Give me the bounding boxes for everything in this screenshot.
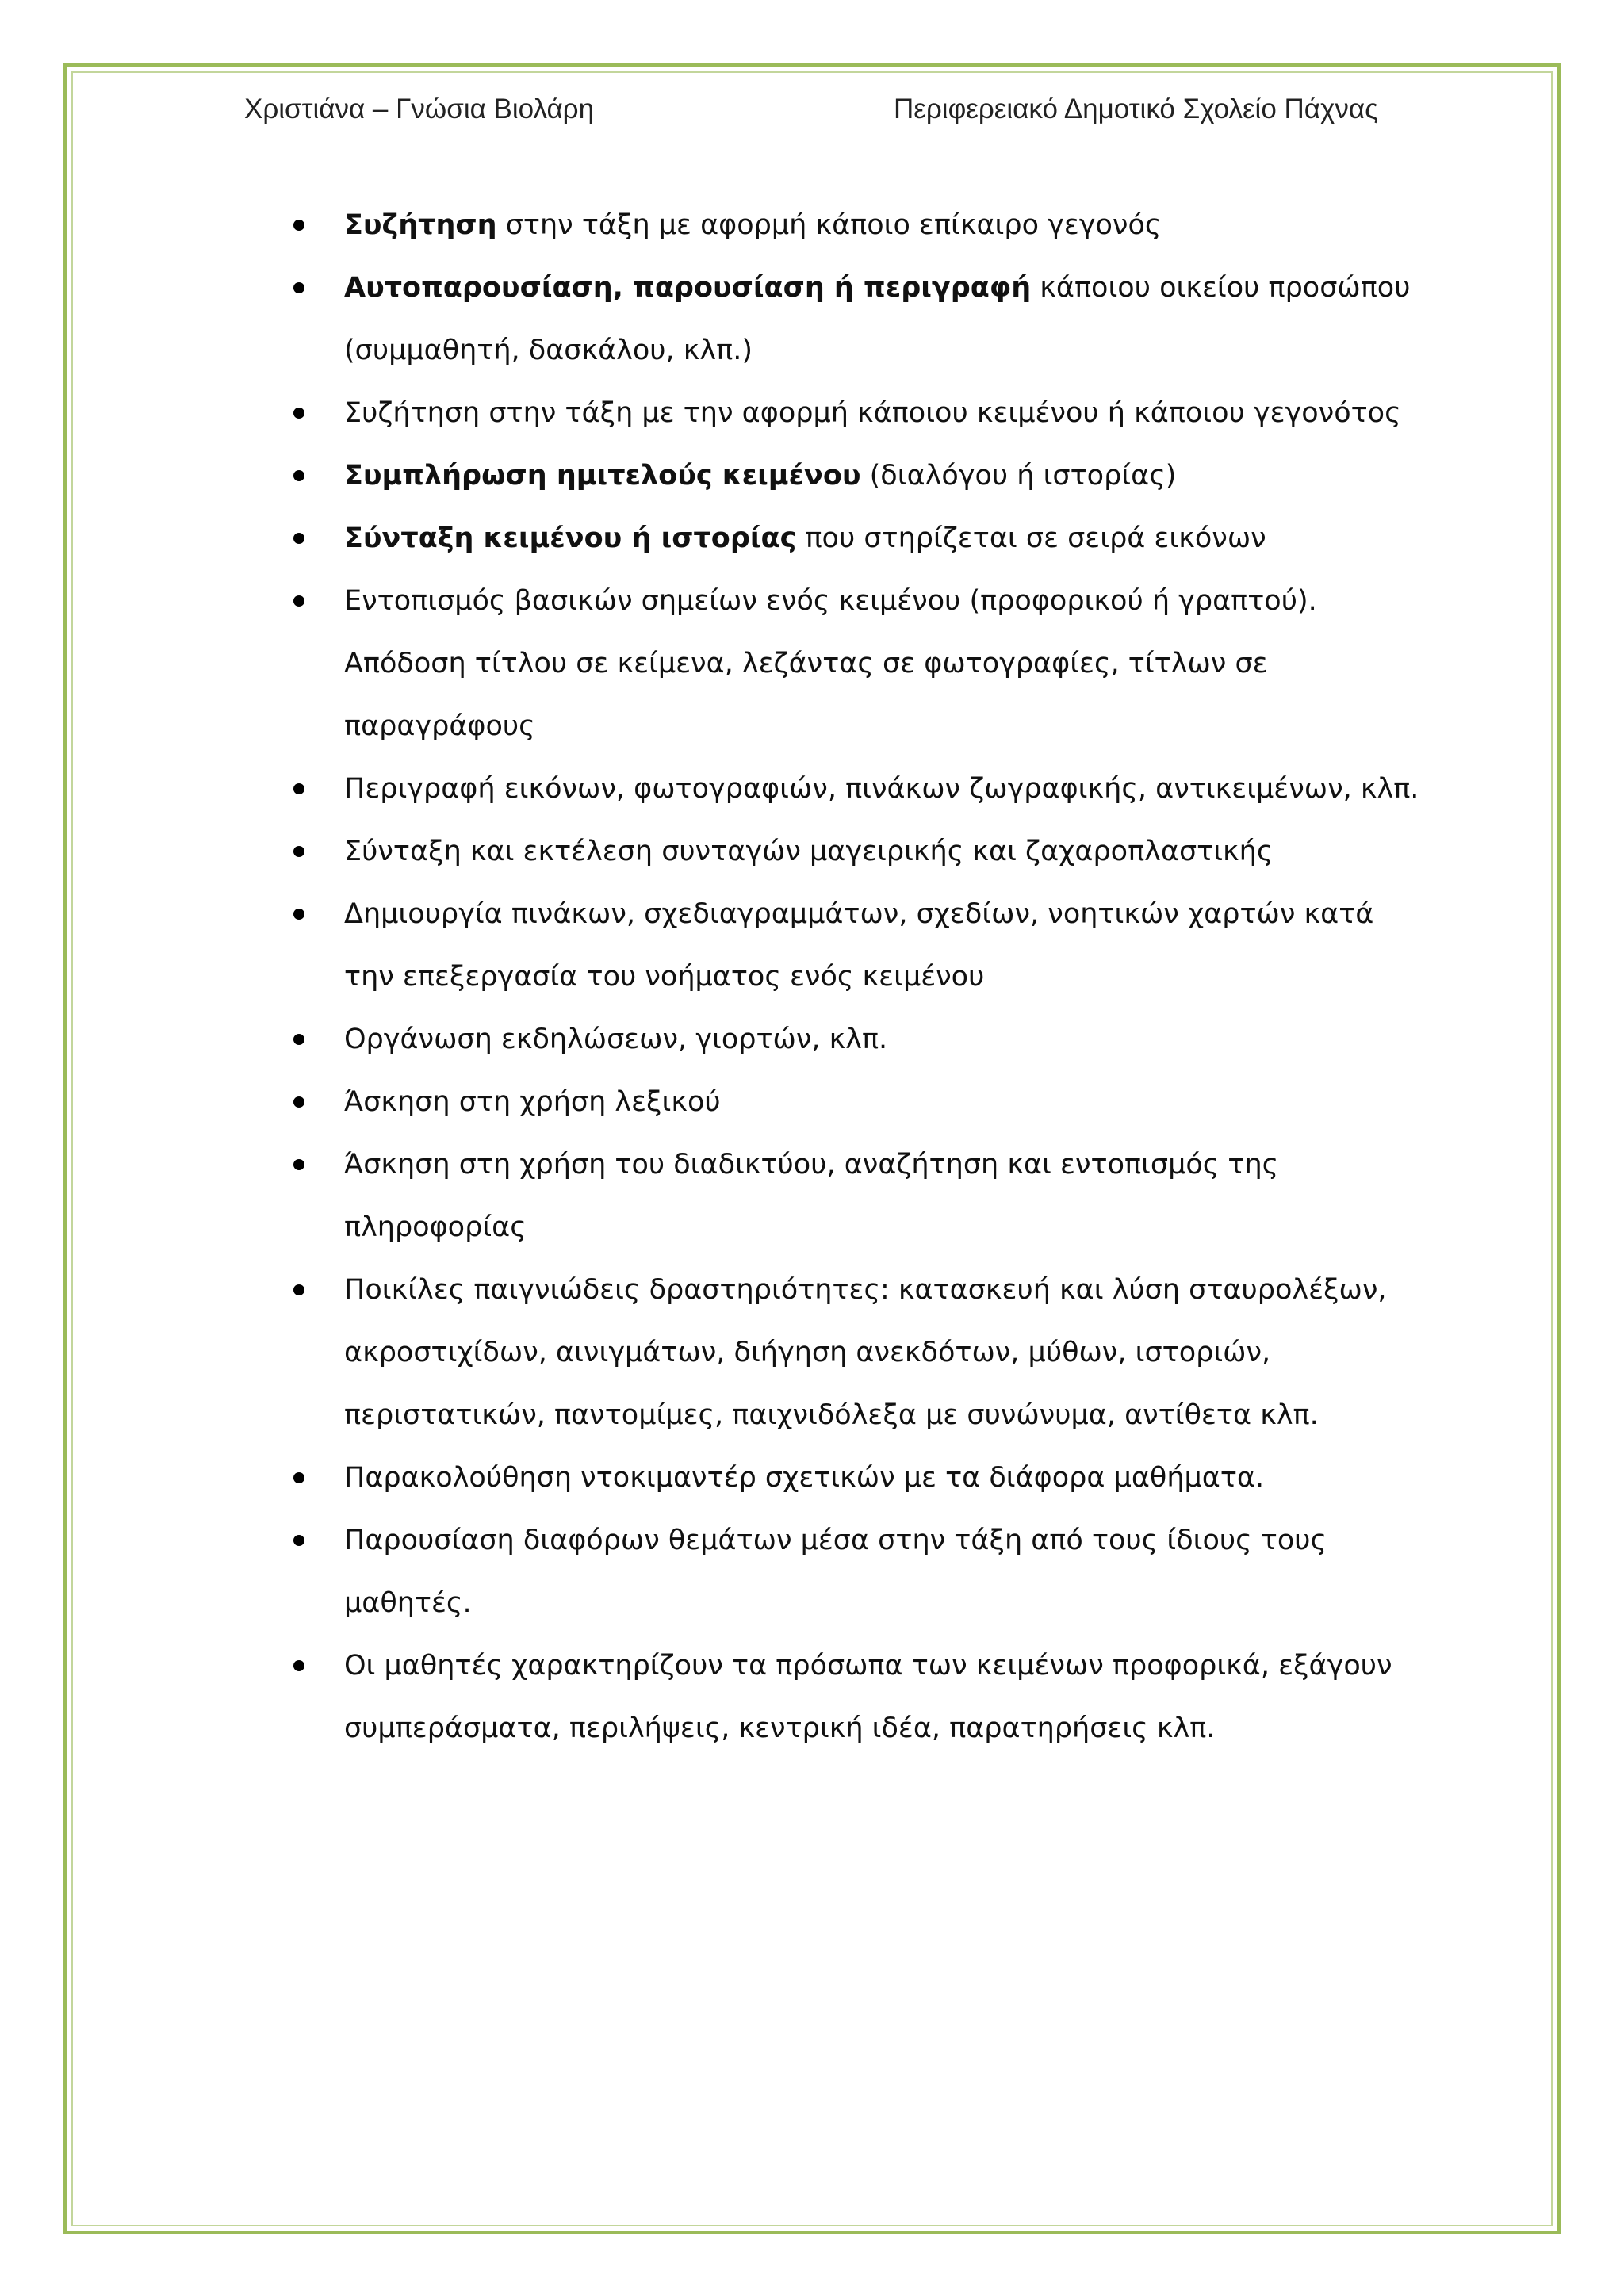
list-item: [285, 1635, 1419, 1760]
bullet-icon: [293, 220, 304, 231]
item-text: (διαλόγου ή ιστορίας): [860, 460, 1177, 492]
item-text: στην τάξη με αφορμή κάποιο επίκαιρο γεγονός: [496, 209, 1162, 241]
item-text: Άσκηση στη χρήση του διαδικτύου, αναζήτηση και εντοπισμός της πληροφορίας: [344, 1149, 1279, 1243]
list-item: [285, 1447, 1419, 1510]
bullet-icon: [293, 595, 304, 607]
list-item: [285, 1259, 1419, 1447]
list-item: [285, 382, 1419, 445]
list-item: [285, 1071, 1419, 1134]
item-bold: Σύνταξη κειμένου ή ιστορίας: [344, 522, 797, 554]
header-author: Χριστιάνα – Γνώσια Βιολάρη: [244, 94, 595, 124]
list-item: [285, 570, 1419, 758]
bullet-icon: [293, 1159, 304, 1170]
list-item: [285, 758, 1419, 821]
bullet-icon: [293, 846, 304, 857]
list-item: [285, 1134, 1419, 1259]
item-text: κάποιου οικείου προσώπου (συμμαθητή, δασκάλου, κλπ.): [344, 272, 1411, 366]
activity-list: [285, 194, 1419, 1760]
item-bold: Συμπλήρωση ημιτελούς κειμένου: [344, 460, 861, 492]
list-item: [285, 1008, 1419, 1071]
list-item: [285, 445, 1419, 507]
bullet-icon: [293, 1472, 304, 1483]
list-item: [285, 507, 1419, 570]
bullet-icon: [293, 1096, 304, 1108]
list-item: [285, 883, 1419, 1008]
bullet-icon: [293, 1284, 304, 1295]
list-item: [285, 821, 1419, 883]
item-text: Παρουσίαση διαφόρων θεμάτων μέσα στην τάξη από τους ίδιους τους μαθητές.: [344, 1525, 1327, 1619]
list-item: [285, 257, 1419, 382]
bullet-icon: [293, 408, 304, 419]
list-item: [285, 1510, 1419, 1635]
item-text: που στηρίζεται σε σειρά εικόνων: [796, 522, 1266, 554]
item-text: Οι μαθητές χαρακτηρίζουν τα πρόσωπα των κειμένων προφορικά, εξάγουν συμπεράσματα, περιλήψεις, κεντρική ιδέα, παρατηρήσεις κλπ.: [344, 1650, 1392, 1744]
item-text: Ποικίλες παιγνιώδεις δραστηριότητες: κατασκευή και λύση σταυρολέξων, ακροστιχίδων, αινιγμάτων, διήγηση ανεκδότων, μύθων, ιστοριών, περιστατικών, παντομίμες, παιχνιδόλεξα με συνώνυμα, αντίθετα κλπ.: [344, 1274, 1387, 1431]
bullet-icon: [293, 1660, 304, 1671]
bullet-icon: [293, 470, 304, 481]
item-text: Άσκηση στη χρήση λεξικού: [344, 1086, 721, 1118]
item-bold: Συζήτηση: [344, 209, 497, 241]
header-school: Περιφερειακό Δημοτικό Σχολείο Πάχνας: [894, 94, 1378, 124]
item-text: Εντοπισμός βασικών σημείων ενός κειμένου (προφορικού ή γραπτού). Απόδοση τίτλου σε κείμενα, λεζάντας σε φωτογραφίες, τίτλων σε παραγράφους: [344, 585, 1317, 742]
item-text: Σύνταξη και εκτέλεση συνταγών μαγειρικής και ζαχαροπλαστικής: [344, 836, 1274, 867]
page-content: [285, 194, 1419, 1760]
list-item: [285, 194, 1419, 257]
bullet-icon: [293, 282, 304, 293]
item-text: Συζήτηση στην τάξη με την αφορμή κάποιου κειμένου ή κάποιου γεγονότος: [344, 397, 1401, 429]
bullet-icon: [293, 533, 304, 544]
item-text: Παρακολούθηση ντοκιμαντέρ σχετικών με τα διάφορα μαθήματα.: [344, 1462, 1265, 1494]
item-text: Δημιουργία πινάκων, σχεδιαγραμμάτων, σχεδίων, νοητικών χαρτών κατά την επεξεργασία του νοήματος ενός κειμένου: [344, 898, 1374, 993]
item-text: Περιγραφή εικόνων, φωτογραφιών, πινάκων ζωγραφικής, αντικειμένων, κλπ.: [344, 773, 1419, 805]
bullet-icon: [293, 1034, 304, 1045]
bullet-icon: [293, 1535, 304, 1546]
page-header: [244, 94, 1378, 125]
bullet-icon: [293, 783, 304, 794]
bullet-icon: [293, 909, 304, 920]
item-text: Οργάνωση εκδηλώσεων, γιορτών, κλπ.: [344, 1024, 888, 1055]
item-bold: Αυτοπαρουσίαση, παρουσίαση ή περιγραφή: [344, 272, 1032, 304]
